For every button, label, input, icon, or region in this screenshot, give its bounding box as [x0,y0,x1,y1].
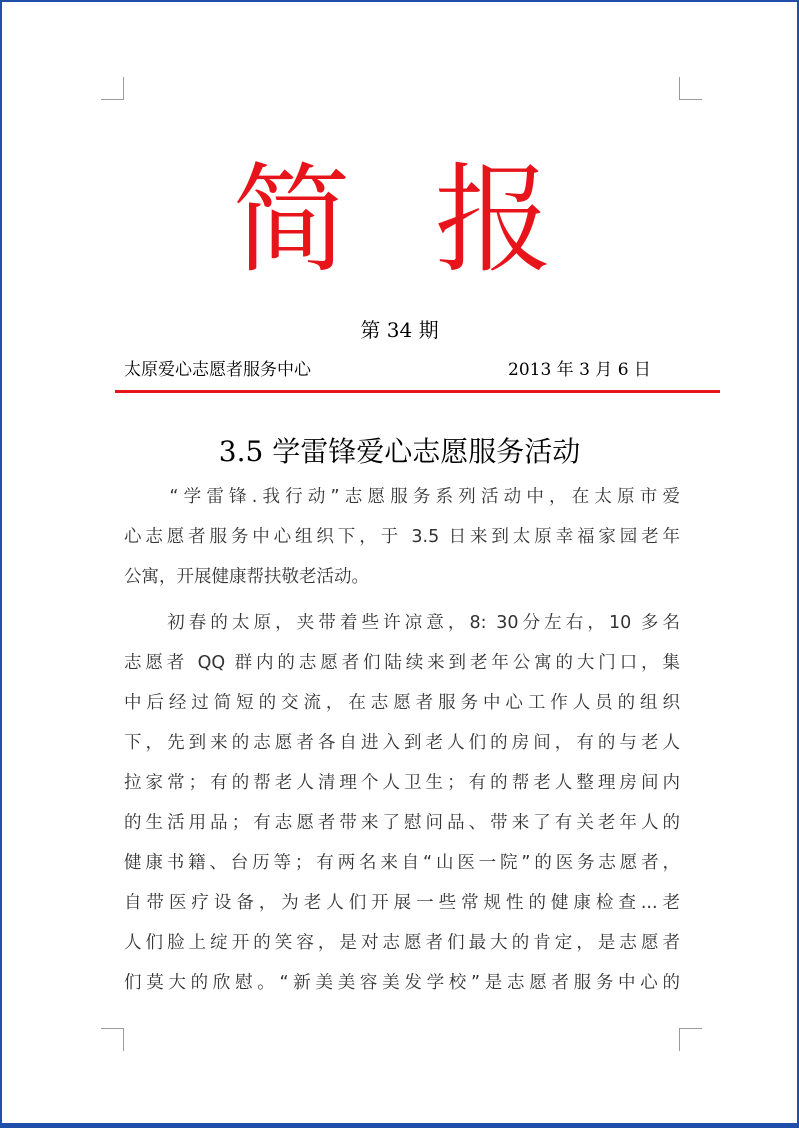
text-line: 初春的太原，夹带着些许凉意，8: 30分左右，10 多名 [124,613,680,633]
paragraph-2 [124,603,680,1003]
issue-date: 2013 年 3 月 6 日 [508,360,651,380]
masthead-divider [115,390,720,393]
text-line: 拉家常；有的帮老人清理个人卫生；有的帮老人整理房间内 [124,773,680,793]
text-line: 自带医疗设备，为老人们开展一些常规性的健康检查...老 [124,893,680,913]
crop-mark-top-left [101,77,124,100]
masthead-title: 简报 [232,151,637,289]
text-line: 健康书籍、台历等；有两名来自“山医一院”的医务志愿者， [124,853,680,873]
paragraph-1 [124,477,680,597]
text-line: 的生活用品；有志愿者带来了慰问品、带来了有关老年人的 [124,813,680,833]
text-line: 中后经过简短的交流，在志愿者服务中心工作人员的组织 [124,693,680,713]
article-headline: 3.5 学雷锋爱心志愿服务活动 [218,435,581,468]
article-body [124,477,680,1003]
text-line: 公寓，开展健康帮扶敬老活动。 [124,567,369,587]
organization-name: 太原爱心志愿者服务中心 [124,360,311,380]
text-line: 志愿者 QQ 群内的志愿者们陆续来到老年公寓的大门口，集 [124,653,680,673]
text-line: “学雷锋.我行动”志愿服务系列活动中，在太原市爱 [124,487,680,507]
text-line: 心志愿者服务中心组织下，于 3.5 日来到太原幸福家园老年 [124,527,680,547]
text-line: 人们脸上绽开的笑容，是对志愿者们最大的肯定，是志愿者 [124,933,680,953]
issue-number: 第 34 期 [360,318,439,342]
crop-mark-bottom-right [679,1028,702,1051]
crop-mark-bottom-left [101,1028,124,1051]
text-line: 们莫大的欣慰。“新美美容美发学校”是志愿者服务中心的 [124,973,680,993]
crop-mark-top-right [679,77,702,100]
text-line: 下，先到来的志愿者各自进入到老人们的房间，有的与老人 [124,733,680,753]
